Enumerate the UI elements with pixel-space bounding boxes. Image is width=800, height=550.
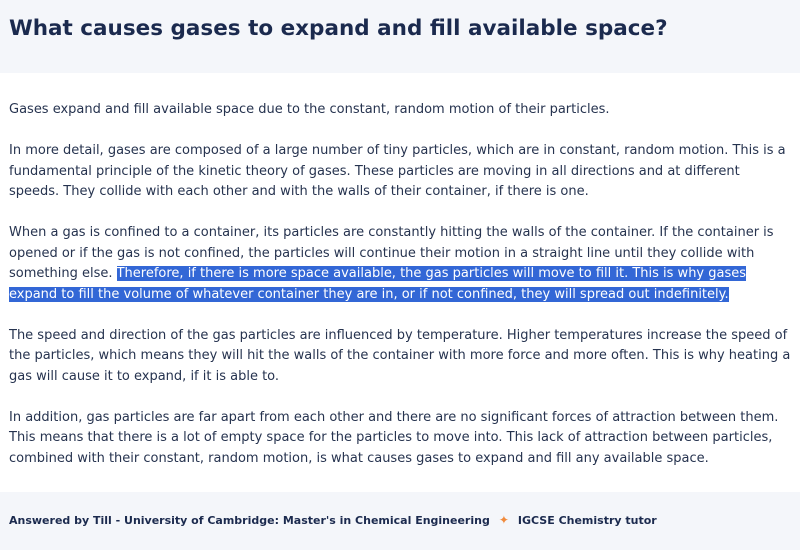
answered-by-text: Answered by Till - University of Cambridge: Master's in Chemical Engineering [9, 514, 490, 527]
selected-text[interactable]: Therefore, if there is more space available, the gas particles will move to fill it. This is why gases expand to fill the volume of whatever container they are in, or if not confined, they will spread out indefinitely. [9, 266, 747, 302]
page-title: What causes gases to expand and fill available space? [9, 16, 668, 41]
answer-paragraph-4: The speed and direction of the gas particles are influenced by temperature. Higher temperatures increase the speed of the particles, which means they will hit the walls of the container with more force and more often. This is why heating a gas will cause it to expand, if it is able to. [9, 327, 791, 384]
tutor-byline [9, 512, 657, 529]
answer-paragraph-5: In addition, gas particles are far apart from each other and there are no significant forces of attraction between them. This means that there is a lot of empty space for the particles to move into. This lack of attraction between particles, combined with their constant, random motion, is what causes gases to expand and fill any available space. [9, 409, 779, 466]
answer-paragraph-2: In more detail, gases are composed of a large number of tiny particles, which are in constant, random motion. This is a fundamental principle of the kinetic theory of gases. These particles are moving in all directions and at different speeds. They collide with each other and with the walls of their container, if there is one. [9, 143, 786, 199]
sparkle-icon: ✦ [498, 513, 509, 527]
paragraph-3-text: When a gas is confined to a container, its particles are constantly hitting the walls of the container. If the container is opened or if the gas is not confined, the particles will continue their motion in a straight line until they collide with something else. [9, 225, 774, 281]
tutor-role-text: IGCSE Chemistry tutor [517, 514, 657, 527]
question-header [0, 0, 800, 73]
answer-paragraph-1: Gases expand and fill available space due to the constant, random motion of their particles. [9, 102, 610, 117]
answer-paragraph-3 [9, 223, 793, 305]
tutor-footer [0, 492, 800, 550]
answer-body [9, 100, 793, 490]
